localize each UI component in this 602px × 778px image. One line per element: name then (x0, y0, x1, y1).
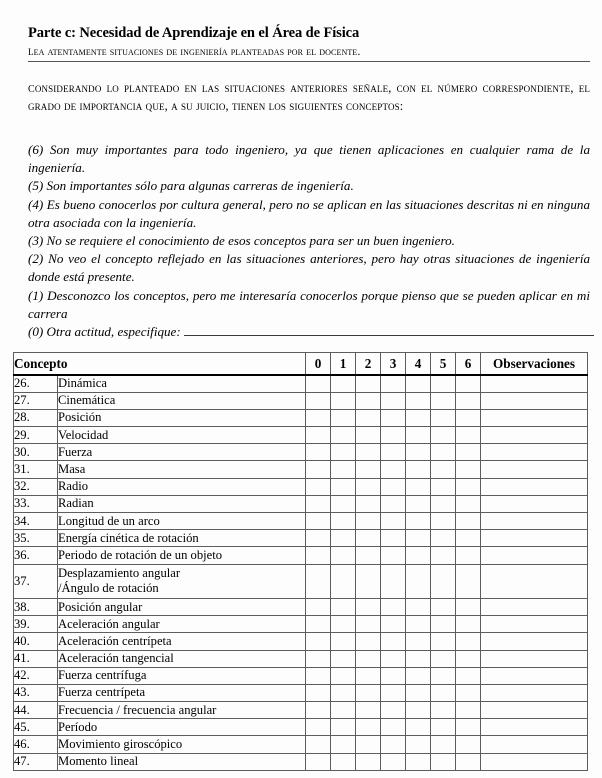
rating-cell-3[interactable] (381, 719, 406, 736)
concept-label (58, 702, 306, 719)
page-title: Parte c: Necesidad de Aprendizaje en el Área de Física (28, 25, 360, 41)
rating-cell-5[interactable] (431, 409, 456, 426)
table-header (14, 353, 588, 376)
concept-label-line1: Longitud de un arco (58, 513, 160, 528)
rating-cell-3[interactable] (381, 375, 406, 392)
concept-label-line1: Período (58, 719, 98, 734)
observaciones-cell[interactable] (481, 719, 588, 736)
rating-cell-1[interactable] (331, 736, 356, 753)
rating-cell-1[interactable] (331, 667, 356, 684)
rating-cell-4[interactable] (406, 616, 431, 633)
concept-label (58, 530, 306, 547)
rating-cell-5[interactable] (431, 495, 456, 512)
row-index: 36. (14, 547, 58, 564)
concept-label (58, 633, 306, 650)
rating-cell-3[interactable] (381, 444, 406, 461)
rating-cell-2[interactable] (356, 616, 381, 633)
row-index: 27. (14, 392, 58, 409)
rating-cell-5[interactable] (431, 461, 456, 478)
table-row (14, 444, 588, 461)
rating-cell-6[interactable] (456, 513, 481, 530)
rating-cell-0[interactable] (306, 392, 331, 409)
concept-label-line1: Radian (58, 496, 94, 511)
concept-label-line1: Fuerza centrífuga (58, 668, 147, 683)
row-index: 35. (14, 530, 58, 547)
rating-cell-3[interactable] (381, 667, 406, 684)
concept-label (58, 547, 306, 564)
concept-label-line1: Fuerza (58, 444, 93, 459)
table-row (14, 547, 588, 564)
concept-label (58, 392, 306, 409)
rating-cell-6[interactable] (456, 633, 481, 650)
column-header-4: 4 (406, 353, 431, 376)
table-row (14, 598, 588, 615)
table-row (14, 495, 588, 512)
row-index: 31. (14, 461, 58, 478)
table-row (14, 684, 588, 701)
scale-item-4: (4) Es bueno conocerlos por cultura general, pero no se aplican en las situaciones descritas ni en ninguna otra asociada con la ingeniería. (28, 196, 590, 230)
rating-cell-1[interactable] (331, 564, 356, 598)
concept-label-line2: /Ángulo de rotación (58, 581, 159, 596)
rating-cell-2[interactable] (356, 753, 381, 770)
rating-cell-4[interactable] (406, 409, 431, 426)
rating-cell-2[interactable] (356, 547, 381, 564)
rating-cell-4[interactable] (406, 547, 431, 564)
rating-cell-0[interactable] (306, 684, 331, 701)
table-row (14, 392, 588, 409)
rating-cell-0[interactable] (306, 650, 331, 667)
observaciones-cell[interactable] (481, 478, 588, 495)
concept-label-line1: Aceleración centrípeta (58, 633, 172, 648)
rating-cell-1[interactable] (331, 684, 356, 701)
rating-cell-0[interactable] (306, 478, 331, 495)
rating-cell-5[interactable] (431, 564, 456, 598)
row-index: 47. (14, 753, 58, 770)
rating-cell-5[interactable] (431, 598, 456, 615)
rating-cell-2[interactable] (356, 427, 381, 444)
row-index: 29. (14, 427, 58, 444)
rating-cell-5[interactable] (431, 667, 456, 684)
concept-label (58, 598, 306, 615)
rating-cell-1[interactable] (331, 547, 356, 564)
observaciones-cell[interactable] (481, 667, 588, 684)
rating-cell-2[interactable] (356, 478, 381, 495)
table-row (14, 564, 588, 598)
rating-cell-5[interactable] (431, 736, 456, 753)
scale-item-0-label: (0) Otra actitud, especifique: (28, 324, 181, 340)
rating-cell-4[interactable] (406, 495, 431, 512)
column-header-3: 3 (381, 353, 406, 376)
rating-cell-6[interactable] (456, 530, 481, 547)
rating-cell-5[interactable] (431, 547, 456, 564)
page-subtitle: lea atentamente situaciones de ingeniería planteadas por el docente. (28, 43, 361, 59)
rating-cell-1[interactable] (331, 650, 356, 667)
rating-cell-4[interactable] (406, 513, 431, 530)
rating-cell-3[interactable] (381, 753, 406, 770)
rating-cell-0[interactable] (306, 461, 331, 478)
concept-label (58, 427, 306, 444)
rating-cell-4[interactable] (406, 702, 431, 719)
rating-cell-6[interactable] (456, 495, 481, 512)
rating-cell-0[interactable] (306, 753, 331, 770)
rating-cell-0[interactable] (306, 667, 331, 684)
rating-cell-3[interactable] (381, 633, 406, 650)
concept-label-line1: Aceleración angular (58, 616, 160, 631)
rating-cell-6[interactable] (456, 564, 481, 598)
observaciones-cell[interactable] (481, 461, 588, 478)
concept-label-line1: Periodo de rotación de un objeto (58, 547, 223, 562)
table-row (14, 409, 588, 426)
rating-cell-6[interactable] (456, 598, 481, 615)
observaciones-cell[interactable] (481, 547, 588, 564)
rating-cell-3[interactable] (381, 616, 406, 633)
rating-cell-1[interactable] (331, 461, 356, 478)
row-index: 44. (14, 702, 58, 719)
rating-cell-5[interactable] (431, 375, 456, 392)
row-index: 41. (14, 650, 58, 667)
row-index: 30. (14, 444, 58, 461)
rating-cell-4[interactable] (406, 753, 431, 770)
observaciones-cell[interactable] (481, 633, 588, 650)
observaciones-cell[interactable] (481, 736, 588, 753)
instructions-paragraph: considerando lo planteado en las situaciones anteriores señale, con el número correspondiente, el grado de importancia que, a su juicio, tienen los siguientes conceptos: (28, 81, 590, 113)
rating-cell-3[interactable] (381, 530, 406, 547)
rating-cell-2[interactable] (356, 598, 381, 615)
concept-label-line1: Dinámica (58, 376, 107, 391)
observaciones-cell[interactable] (481, 616, 588, 633)
rating-cell-5[interactable] (431, 719, 456, 736)
rating-cell-6[interactable] (456, 736, 481, 753)
scale-item-0 (28, 323, 590, 341)
scale-item-5: (5) Son importantes sólo para algunas carreras de ingeniería. (28, 178, 354, 194)
scale-item-3: (3) No se requiere el conocimiento de esos conceptos para ser un buen ingeniero. (28, 233, 455, 249)
rating-cell-2[interactable] (356, 495, 381, 512)
concept-label-line1: Movimiento giroscópico (58, 737, 183, 752)
rating-cell-1[interactable] (331, 633, 356, 650)
rating-cell-4[interactable] (406, 461, 431, 478)
rating-cell-1[interactable] (331, 598, 356, 615)
concept-label (58, 513, 306, 530)
rating-cell-4[interactable] (406, 375, 431, 392)
rating-cell-5[interactable] (431, 702, 456, 719)
table-header-row (14, 353, 588, 376)
concept-label (58, 478, 306, 495)
table-row (14, 753, 588, 770)
row-index: 40. (14, 633, 58, 650)
concept-label-line1: Energía cinética de rotación (58, 530, 199, 545)
column-header-0: 0 (306, 353, 331, 376)
rating-cell-1[interactable] (331, 409, 356, 426)
concept-label (58, 616, 306, 633)
rating-cell-2[interactable] (356, 513, 381, 530)
other-actitud-input[interactable] (184, 324, 594, 336)
rating-cell-6[interactable] (456, 375, 481, 392)
rating-cell-3[interactable] (381, 736, 406, 753)
scale-item-2: (2) No veo el concepto reflejado en las situaciones anteriores, pero hay otras situaciones de ingeniería donde está presente. (28, 251, 590, 285)
rating-cell-4[interactable] (406, 444, 431, 461)
row-index: 46. (14, 736, 58, 753)
concept-label-line1: Desplazamiento angular (58, 566, 181, 581)
table-row (14, 375, 588, 392)
column-header-6: 6 (456, 353, 481, 376)
rating-cell-0[interactable] (306, 444, 331, 461)
rating-cell-0[interactable] (306, 564, 331, 598)
rating-cell-3[interactable] (381, 478, 406, 495)
concept-label (58, 684, 306, 701)
row-index: 34. (14, 513, 58, 530)
concept-label (58, 667, 306, 684)
observaciones-cell[interactable] (481, 375, 588, 392)
rating-cell-5[interactable] (431, 444, 456, 461)
observaciones-cell[interactable] (481, 409, 588, 426)
table-row (14, 478, 588, 495)
rating-cell-6[interactable] (456, 392, 481, 409)
rating-cell-4[interactable] (406, 478, 431, 495)
rating-cell-0[interactable] (306, 409, 331, 426)
concept-label-line1: Radio (58, 479, 89, 494)
observaciones-cell[interactable] (481, 684, 588, 701)
concept-label (58, 753, 306, 770)
concept-label (58, 409, 306, 426)
rating-cell-3[interactable] (381, 461, 406, 478)
concept-label-line1: Posición (58, 410, 102, 425)
concept-label-line1: Posición angular (58, 599, 143, 614)
rating-cell-1[interactable] (331, 427, 356, 444)
rating-cell-1[interactable] (331, 375, 356, 392)
observaciones-cell[interactable] (481, 427, 588, 444)
rating-cell-4[interactable] (406, 736, 431, 753)
rating-cell-0[interactable] (306, 702, 331, 719)
column-header-2: 2 (356, 353, 381, 376)
rating-cell-0[interactable] (306, 427, 331, 444)
observaciones-cell[interactable] (481, 444, 588, 461)
rating-cell-4[interactable] (406, 719, 431, 736)
rating-cell-0[interactable] (306, 375, 331, 392)
scale-item-1: (1) Desconozco los conceptos, pero me interesaría conocerlos porque pienso que se pueden aplicar en mi carrera (28, 287, 590, 321)
observaciones-cell[interactable] (481, 495, 588, 512)
row-index: 43. (14, 684, 58, 701)
rating-cell-6[interactable] (456, 719, 481, 736)
rating-cell-1[interactable] (331, 530, 356, 547)
table-body (14, 375, 588, 770)
rating-cell-6[interactable] (456, 616, 481, 633)
rating-cell-4[interactable] (406, 667, 431, 684)
rating-cell-3[interactable] (381, 392, 406, 409)
header-divider (28, 61, 590, 62)
rating-cell-0[interactable] (306, 495, 331, 512)
observaciones-cell[interactable] (481, 530, 588, 547)
rating-cell-6[interactable] (456, 650, 481, 667)
rating-cell-6[interactable] (456, 409, 481, 426)
table-row (14, 461, 588, 478)
concept-label (58, 461, 306, 478)
concept-label (58, 650, 306, 667)
rating-cell-0[interactable] (306, 598, 331, 615)
rating-cell-6[interactable] (456, 684, 481, 701)
concept-rating-table (13, 352, 588, 771)
rating-cell-2[interactable] (356, 650, 381, 667)
table-row (14, 427, 588, 444)
row-index: 37. (14, 564, 58, 598)
rating-cell-5[interactable] (431, 753, 456, 770)
observaciones-cell[interactable] (481, 753, 588, 770)
table-row (14, 702, 588, 719)
concept-label (58, 495, 306, 512)
rating-cell-3[interactable] (381, 547, 406, 564)
rating-cell-2[interactable] (356, 409, 381, 426)
rating-cell-3[interactable] (381, 598, 406, 615)
rating-cell-1[interactable] (331, 478, 356, 495)
rating-cell-0[interactable] (306, 633, 331, 650)
rating-cell-6[interactable] (456, 444, 481, 461)
rating-cell-6[interactable] (456, 702, 481, 719)
rating-cell-2[interactable] (356, 702, 381, 719)
rating-cell-1[interactable] (331, 753, 356, 770)
rating-cell-4[interactable] (406, 530, 431, 547)
rating-cell-4[interactable] (406, 684, 431, 701)
table-row (14, 719, 588, 736)
scale-item-6: (6) Son muy importantes para todo ingeniero, ya que tienen aplicaciones en cualquier rama de la ingeniería. (28, 142, 590, 176)
rating-cell-0[interactable] (306, 616, 331, 633)
observaciones-cell[interactable] (481, 392, 588, 409)
rating-cell-6[interactable] (456, 461, 481, 478)
rating-cell-5[interactable] (431, 616, 456, 633)
rating-scale-legend (28, 141, 590, 341)
rating-cell-2[interactable] (356, 444, 381, 461)
rating-cell-4[interactable] (406, 633, 431, 650)
table-row (14, 736, 588, 753)
column-header-observaciones: Observaciones (481, 353, 588, 376)
rating-cell-1[interactable] (331, 719, 356, 736)
row-index: 42. (14, 667, 58, 684)
rating-cell-0[interactable] (306, 530, 331, 547)
table-row (14, 513, 588, 530)
rating-cell-6[interactable] (456, 427, 481, 444)
concept-label-line1: Aceleración tangencial (58, 651, 174, 666)
row-index: 38. (14, 598, 58, 615)
rating-cell-5[interactable] (431, 427, 456, 444)
rating-cell-4[interactable] (406, 427, 431, 444)
document-header (28, 24, 590, 60)
rating-cell-1[interactable] (331, 444, 356, 461)
rating-cell-6[interactable] (456, 547, 481, 564)
rating-cell-6[interactable] (456, 478, 481, 495)
observaciones-cell[interactable] (481, 564, 588, 598)
concept-label (58, 564, 306, 598)
concept-label-line1: Momento lineal (58, 754, 139, 769)
rating-cell-3[interactable] (381, 564, 406, 598)
rating-cell-5[interactable] (431, 633, 456, 650)
rating-cell-0[interactable] (306, 736, 331, 753)
concept-label (58, 375, 306, 392)
rating-cell-6[interactable] (456, 667, 481, 684)
row-index: 33. (14, 495, 58, 512)
rating-cell-4[interactable] (406, 392, 431, 409)
rating-cell-1[interactable] (331, 616, 356, 633)
rating-cell-3[interactable] (381, 409, 406, 426)
rating-cell-3[interactable] (381, 702, 406, 719)
row-index: 28. (14, 409, 58, 426)
rating-cell-3[interactable] (381, 495, 406, 512)
rating-cell-1[interactable] (331, 513, 356, 530)
rating-cell-0[interactable] (306, 513, 331, 530)
rating-cell-2[interactable] (356, 684, 381, 701)
row-index: 26. (14, 375, 58, 392)
table-row (14, 633, 588, 650)
rating-cell-3[interactable] (381, 513, 406, 530)
rating-cell-5[interactable] (431, 650, 456, 667)
rating-cell-5[interactable] (431, 478, 456, 495)
column-header-1: 1 (331, 353, 356, 376)
concept-label-line1: Masa (58, 462, 86, 477)
row-index: 32. (14, 478, 58, 495)
column-header-concepto: Concepto (14, 353, 306, 376)
rating-cell-2[interactable] (356, 736, 381, 753)
rating-cell-5[interactable] (431, 530, 456, 547)
rating-cell-1[interactable] (331, 495, 356, 512)
rating-cell-4[interactable] (406, 650, 431, 667)
rating-cell-0[interactable] (306, 719, 331, 736)
table-row (14, 530, 588, 547)
rating-cell-2[interactable] (356, 392, 381, 409)
concept-label (58, 719, 306, 736)
rating-cell-6[interactable] (456, 753, 481, 770)
concept-label (58, 444, 306, 461)
rating-cell-3[interactable] (381, 427, 406, 444)
concept-label-line1: Fuerza centrípeta (58, 685, 146, 700)
rating-cell-2[interactable] (356, 564, 381, 598)
table-row (14, 667, 588, 684)
rating-cell-2[interactable] (356, 375, 381, 392)
concept-label-line1: Frecuencia / frecuencia angular (58, 702, 217, 717)
rating-cell-3[interactable] (381, 650, 406, 667)
row-index: 39. (14, 616, 58, 633)
concept-label-line1: Velocidad (58, 427, 109, 442)
rating-cell-2[interactable] (356, 461, 381, 478)
rating-cell-4[interactable] (406, 598, 431, 615)
rating-cell-4[interactable] (406, 564, 431, 598)
observaciones-cell[interactable] (481, 598, 588, 615)
rating-cell-5[interactable] (431, 392, 456, 409)
observaciones-cell[interactable] (481, 702, 588, 719)
rating-cell-2[interactable] (356, 667, 381, 684)
column-header-5: 5 (431, 353, 456, 376)
rating-cell-5[interactable] (431, 684, 456, 701)
table-row (14, 650, 588, 667)
rating-cell-5[interactable] (431, 513, 456, 530)
rating-cell-2[interactable] (356, 530, 381, 547)
concept-label (58, 736, 306, 753)
table-row (14, 616, 588, 633)
rating-cell-1[interactable] (331, 702, 356, 719)
rating-cell-2[interactable] (356, 633, 381, 650)
rating-cell-1[interactable] (331, 392, 356, 409)
observaciones-cell[interactable] (481, 650, 588, 667)
rating-cell-2[interactable] (356, 719, 381, 736)
row-index: 45. (14, 719, 58, 736)
observaciones-cell[interactable] (481, 513, 588, 530)
concept-rating-table-wrapper (13, 352, 587, 771)
rating-cell-0[interactable] (306, 547, 331, 564)
concept-label-line1: Cinemática (58, 393, 116, 408)
rating-cell-3[interactable] (381, 684, 406, 701)
